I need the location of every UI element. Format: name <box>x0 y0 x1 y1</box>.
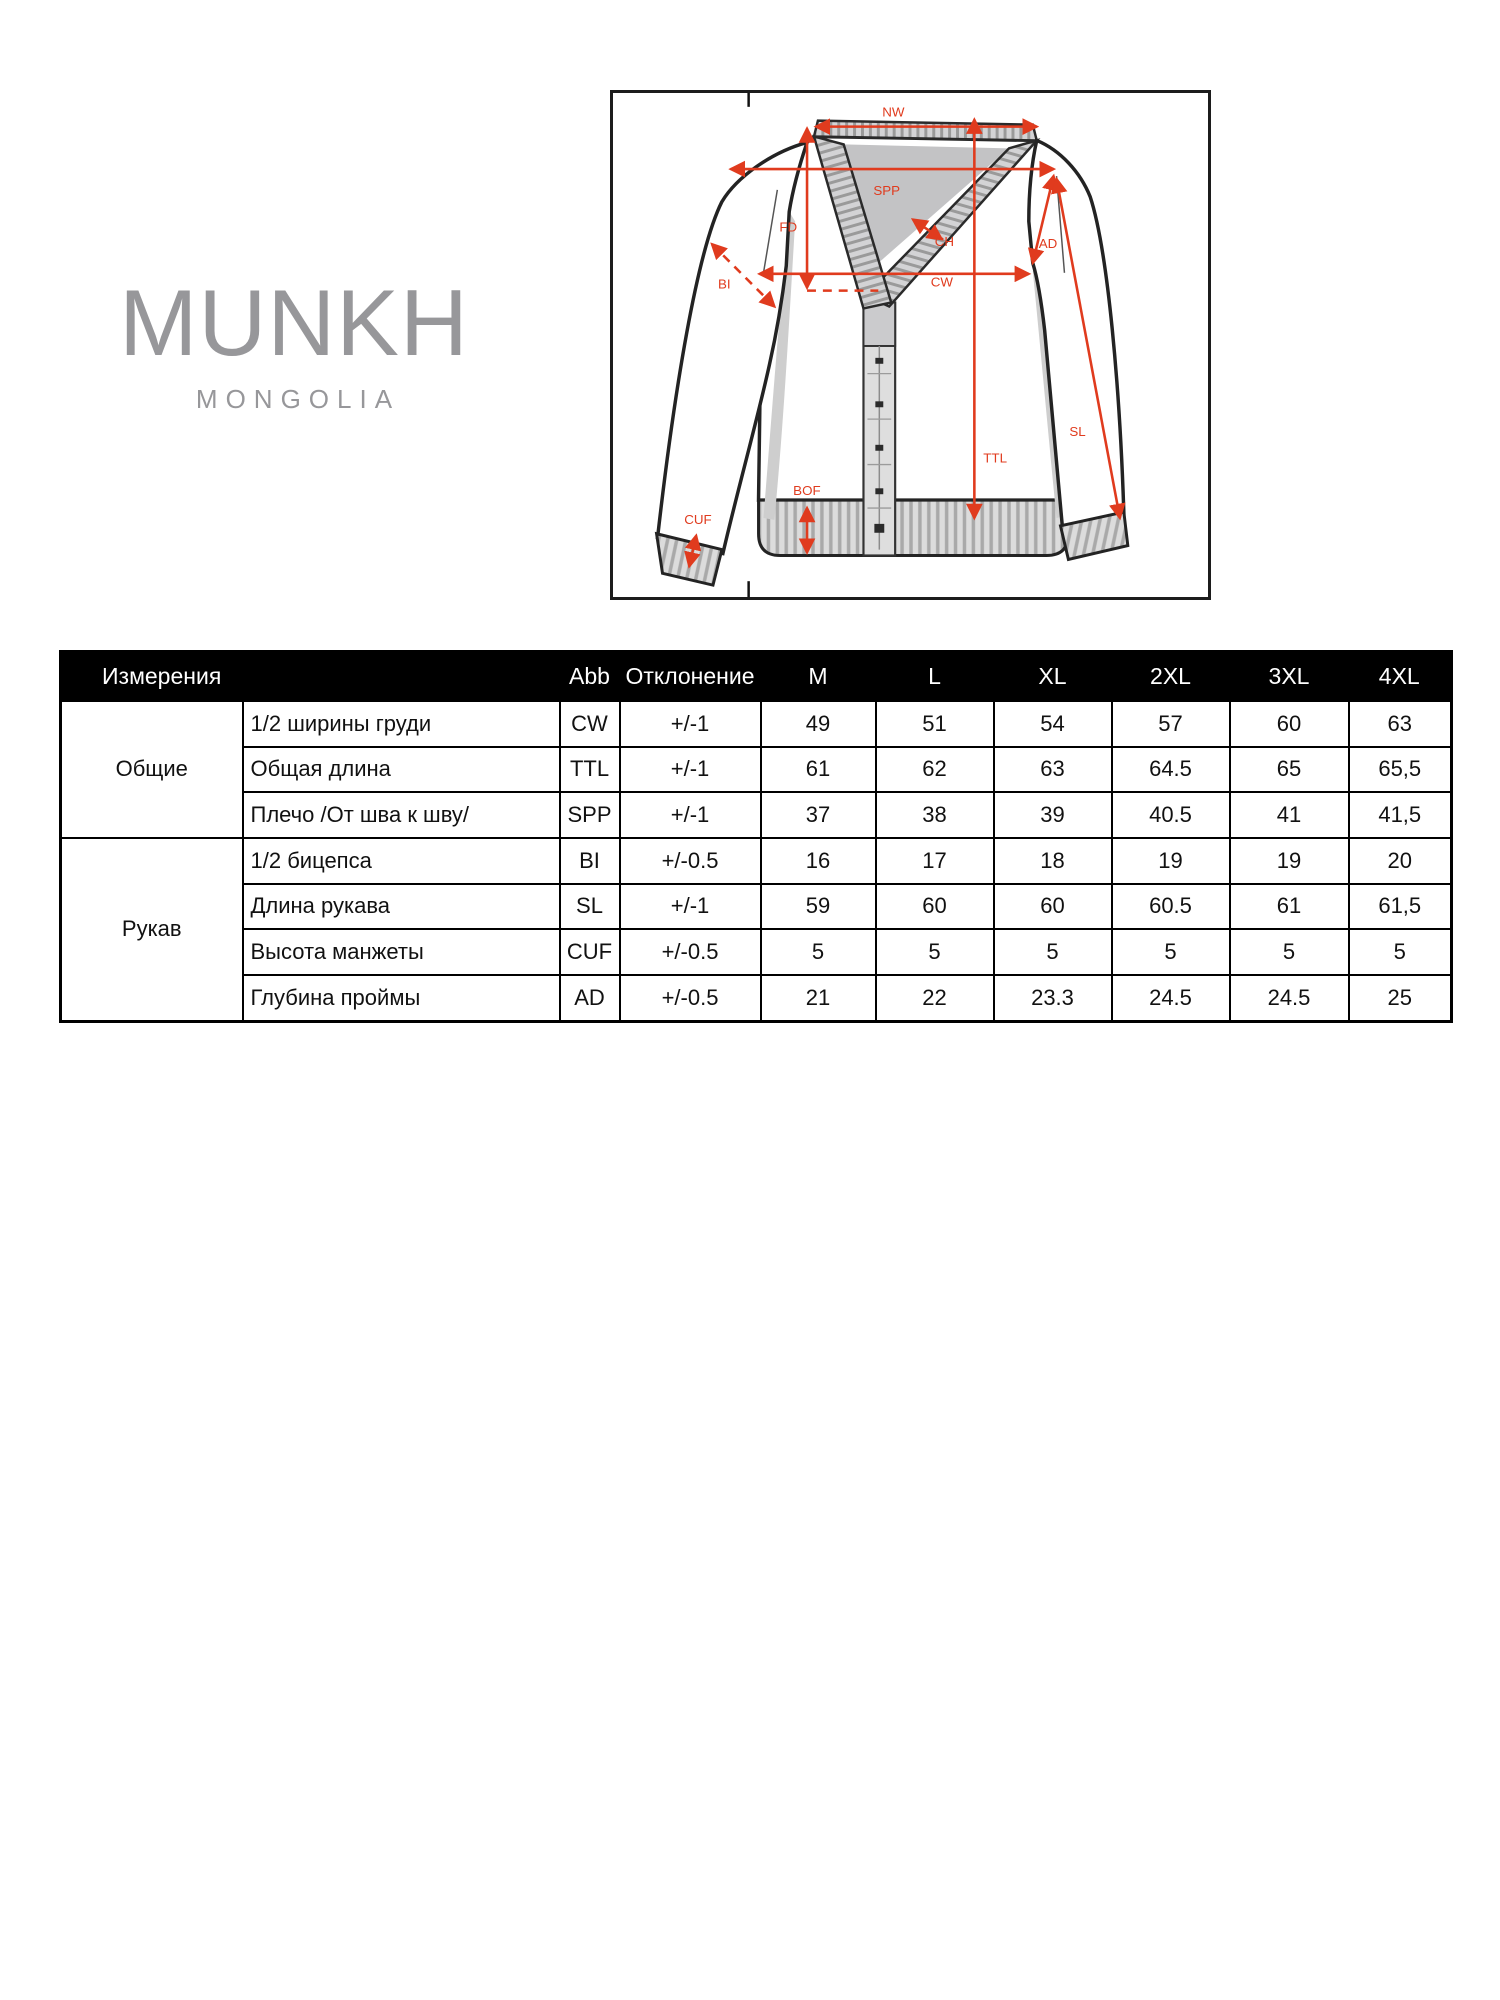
brand-logo <box>118 270 470 415</box>
value-cell: 60 <box>994 884 1112 930</box>
value-cell: 22 <box>876 975 994 1022</box>
table-row <box>61 884 1452 930</box>
diagram-label-ch: CH <box>934 234 955 250</box>
table-row <box>61 838 1452 884</box>
value-cell: 19 <box>1230 838 1349 884</box>
value-cell: 63 <box>994 747 1112 793</box>
diagram-label-fd: FD <box>779 219 798 235</box>
diagram-label-nw: NW <box>882 104 905 120</box>
value-cell: 5 <box>1349 929 1452 975</box>
value-cell: 5 <box>1112 929 1230 975</box>
tolerance-cell: +/-0.5 <box>620 975 761 1022</box>
hem-rib-band <box>759 500 1069 555</box>
measure-name-cell: Длина рукава <box>243 884 560 930</box>
value-cell: 16 <box>761 838 876 884</box>
col-header-3xl: 3XL <box>1230 652 1349 702</box>
value-cell: 65,5 <box>1349 747 1452 793</box>
col-header-xl: XL <box>994 652 1112 702</box>
abb-cell: SL <box>560 884 620 930</box>
diagram-label-cuf: CUF <box>684 511 712 527</box>
value-cell: 41,5 <box>1349 792 1452 838</box>
value-cell: 18 <box>994 838 1112 884</box>
brand-name: MUNKH <box>119 270 469 375</box>
table-row <box>61 975 1452 1022</box>
abb-cell: CW <box>560 701 620 747</box>
col-header--: Отклонение <box>620 652 761 702</box>
value-cell: 41 <box>1230 792 1349 838</box>
col-header-l: L <box>876 652 994 702</box>
tolerance-cell: +/-1 <box>620 747 761 793</box>
diagram-label-sl: SL <box>1069 423 1086 439</box>
col-header-4xl: 4XL <box>1349 652 1452 702</box>
abb-cell: SPP <box>560 792 620 838</box>
value-cell: 40.5 <box>1112 792 1230 838</box>
value-cell: 59 <box>761 884 876 930</box>
value-cell: 37 <box>761 792 876 838</box>
neckband-back <box>814 121 1037 141</box>
value-cell: 60 <box>1230 701 1349 747</box>
value-cell: 62 <box>876 747 994 793</box>
col-header-2xl: 2XL <box>1112 652 1230 702</box>
value-cell: 60.5 <box>1112 884 1230 930</box>
measure-name-cell: Плечо /От шва к шву/ <box>243 792 560 838</box>
value-cell: 5 <box>994 929 1112 975</box>
diagram-label-cw: CW <box>930 274 954 290</box>
value-cell: 65 <box>1230 747 1349 793</box>
value-cell: 64.5 <box>1112 747 1230 793</box>
value-cell: 24.5 <box>1112 975 1230 1022</box>
value-cell: 51 <box>876 701 994 747</box>
value-cell: 23.3 <box>994 975 1112 1022</box>
table-row <box>61 701 1452 747</box>
tolerance-cell: +/-0.5 <box>620 838 761 884</box>
value-cell: 17 <box>876 838 994 884</box>
value-cell: 5 <box>876 929 994 975</box>
size-table <box>59 650 1453 1023</box>
measure-name-cell: 1/2 ширины груди <box>243 701 560 747</box>
value-cell: 61,5 <box>1349 884 1452 930</box>
diagram-label-ad: AD <box>1038 236 1058 252</box>
tolerance-cell: +/-1 <box>620 884 761 930</box>
col-header-m: M <box>761 652 876 702</box>
size-table-header <box>61 652 1452 702</box>
button-placket <box>863 303 895 556</box>
col-header-measurements: Измерения <box>61 652 560 702</box>
value-cell: 20 <box>1349 838 1452 884</box>
diagram-label-ttl: TTL <box>983 450 1008 466</box>
garment-diagram <box>613 93 1208 597</box>
measure-name-cell: Высота манжеты <box>243 929 560 975</box>
value-cell: 61 <box>761 747 876 793</box>
abb-cell: BI <box>560 838 620 884</box>
value-cell: 39 <box>994 792 1112 838</box>
brand-subtitle: MONGOLIA <box>195 384 401 414</box>
table-row <box>61 747 1452 793</box>
value-cell: 38 <box>876 792 994 838</box>
measure-name-cell: Общая длина <box>243 747 560 793</box>
measure-name-cell: 1/2 бицепса <box>243 838 560 884</box>
diagram-label-spp: SPP <box>873 182 901 198</box>
tolerance-cell: +/-0.5 <box>620 929 761 975</box>
col-header-abb: Abb <box>560 652 620 702</box>
tolerance-cell: +/-1 <box>620 701 761 747</box>
table-row <box>61 929 1452 975</box>
value-cell: 63 <box>1349 701 1452 747</box>
value-cell: 24.5 <box>1230 975 1349 1022</box>
value-cell: 5 <box>1230 929 1349 975</box>
value-cell: 49 <box>761 701 876 747</box>
abb-cell: CUF <box>560 929 620 975</box>
abb-cell: TTL <box>560 747 620 793</box>
value-cell: 5 <box>761 929 876 975</box>
garment-diagram-box <box>610 90 1211 600</box>
value-cell: 61 <box>1230 884 1349 930</box>
value-cell: 25 <box>1349 975 1452 1022</box>
group-cell: Рукав <box>61 838 243 1022</box>
diagram-label-bi: BI <box>717 276 731 292</box>
diagram-label-bof: BOF <box>793 483 821 499</box>
table-row <box>61 792 1452 838</box>
value-cell: 54 <box>994 701 1112 747</box>
measure-name-cell: Глубина проймы <box>243 975 560 1022</box>
value-cell: 21 <box>761 975 876 1022</box>
group-cell: Общие <box>61 701 243 838</box>
abb-cell: AD <box>560 975 620 1022</box>
value-cell: 19 <box>1112 838 1230 884</box>
value-cell: 57 <box>1112 701 1230 747</box>
tolerance-cell: +/-1 <box>620 792 761 838</box>
value-cell: 60 <box>876 884 994 930</box>
